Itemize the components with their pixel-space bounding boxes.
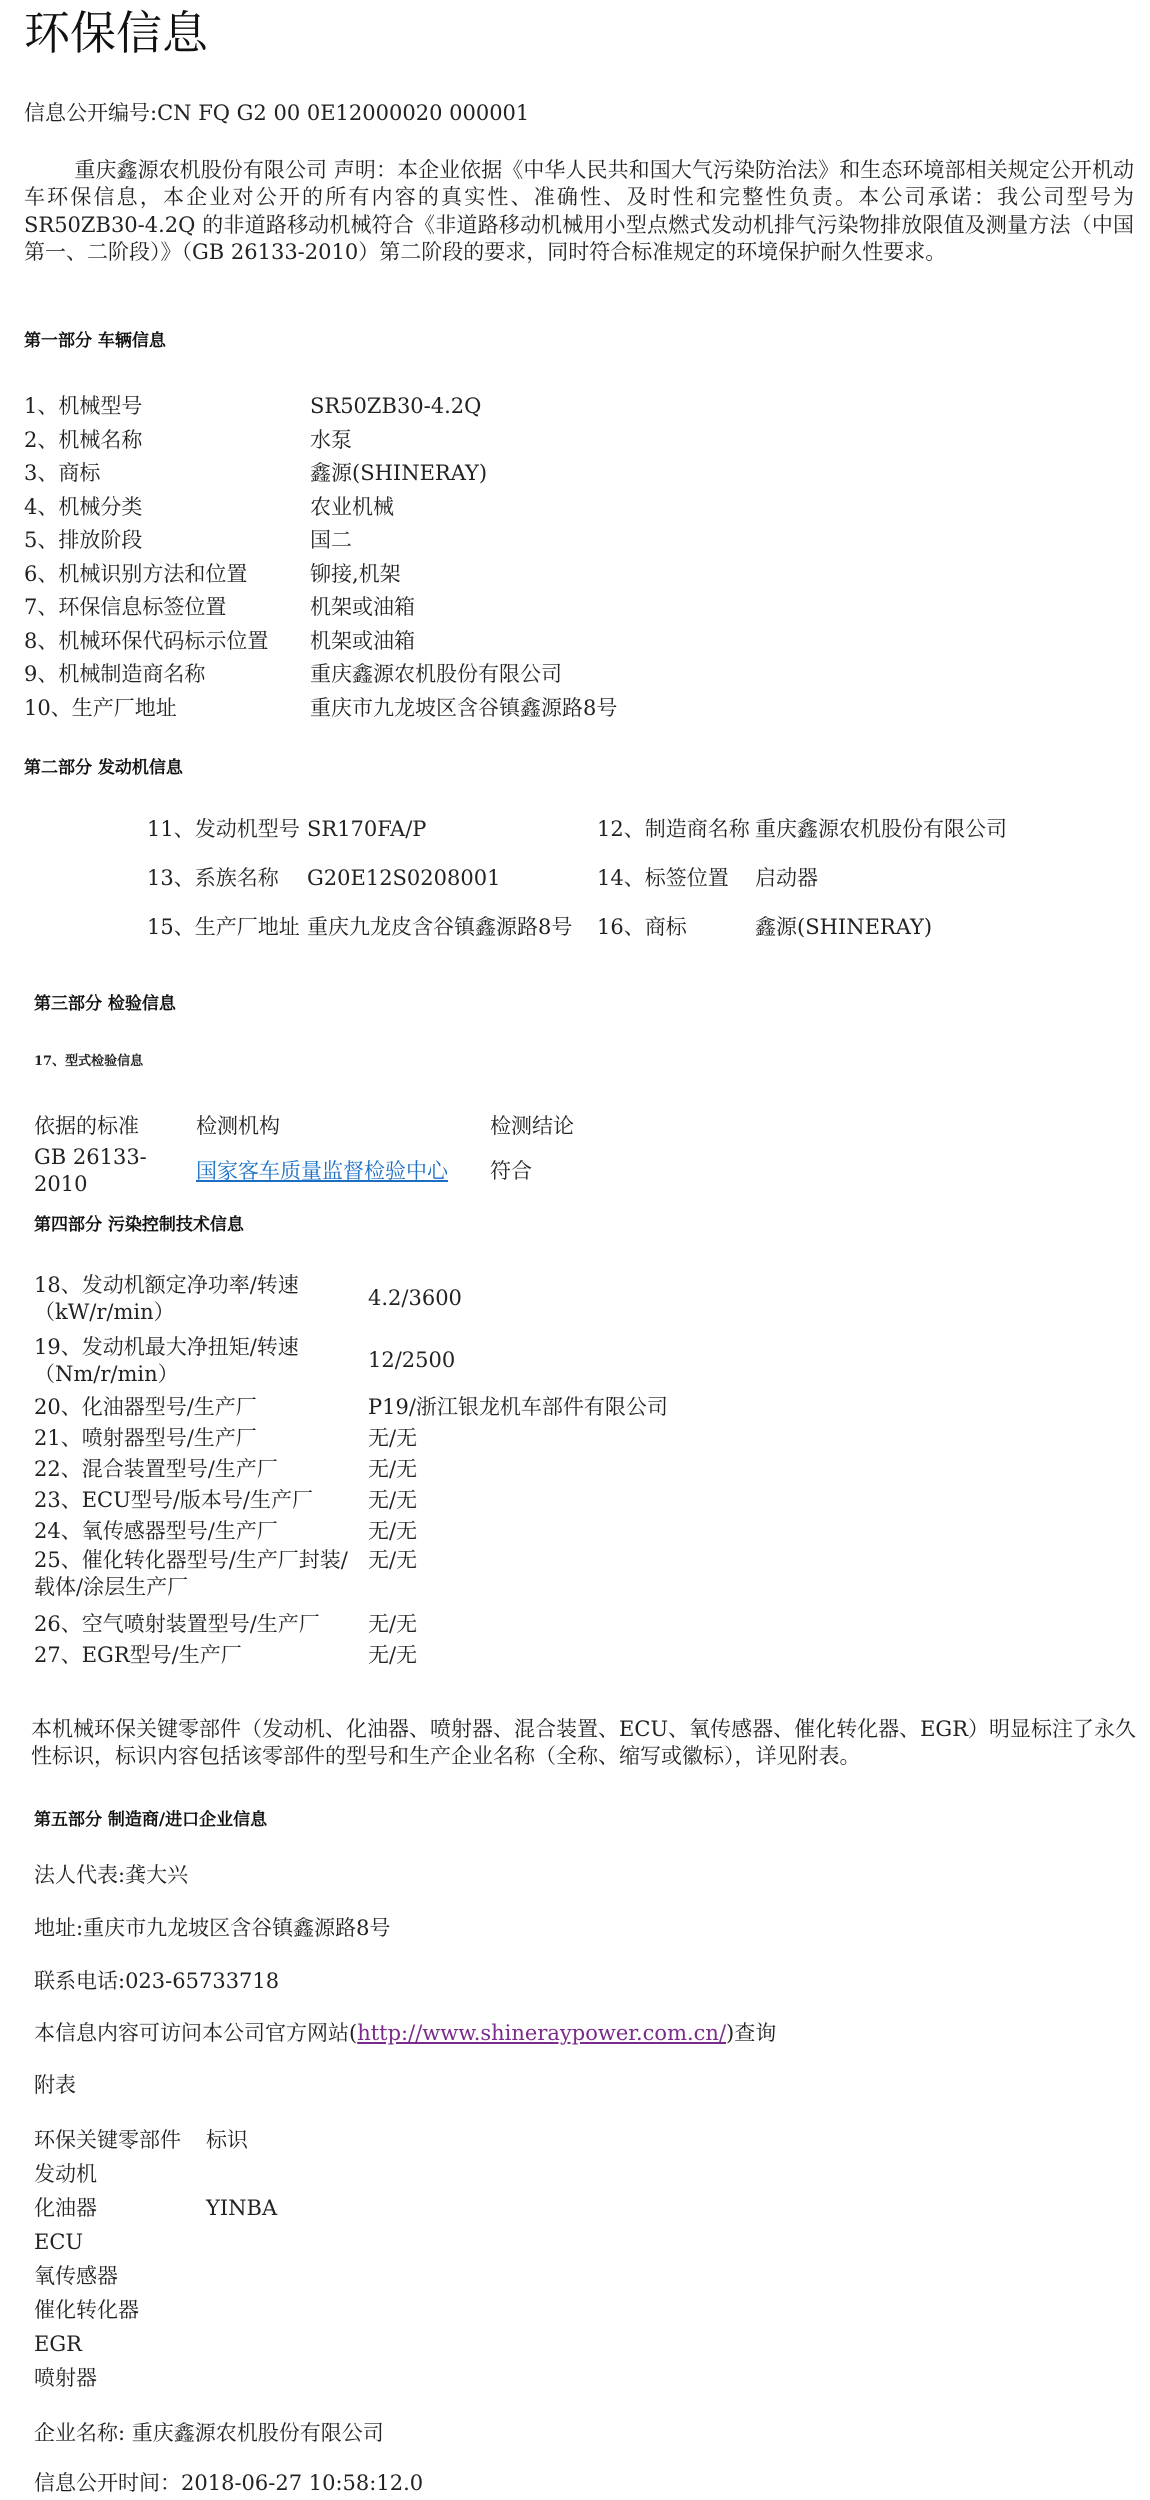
column-header: 检测机构 xyxy=(196,1114,280,1139)
part-name: 氧传感器 xyxy=(34,2264,118,2289)
table-row xyxy=(24,491,617,525)
test-conclusion: 符合 xyxy=(490,1158,532,1183)
table-row xyxy=(34,1547,668,1609)
tech-label: 18、发动机额定净功率/转速（kW/r/min） xyxy=(34,1272,299,1324)
engine-label: 16、商标 xyxy=(597,914,687,939)
vehicle-label: 4、机械分类 xyxy=(24,494,143,519)
vehicle-label: 1、机械型号 xyxy=(24,394,143,419)
section2-heading: 第二部分 发动机信息 xyxy=(24,758,183,778)
test-info-table xyxy=(34,1110,574,1199)
column-header: 依据的标准 xyxy=(34,1114,139,1139)
part-mark xyxy=(206,2328,277,2362)
type-test-heading: 17、型式检验信息 xyxy=(34,1054,144,1069)
table-row xyxy=(24,591,617,625)
tech-value: 无/无 xyxy=(368,1487,418,1512)
vehicle-value: 机架或油箱 xyxy=(310,628,415,653)
tech-label: 19、发动机最大净扭矩/转速（Nm/r/min） xyxy=(34,1334,299,1386)
section4-heading: 第四部分 污染控制技术信息 xyxy=(34,1215,244,1235)
table-row xyxy=(34,1454,668,1485)
table-row xyxy=(24,524,617,558)
engine-label: 14、标签位置 xyxy=(597,865,729,890)
legal-representative: 法人代表:龚大兴 xyxy=(34,1863,189,1887)
table-row xyxy=(24,625,617,659)
tech-value: 无/无 xyxy=(368,1425,418,1450)
tech-value: 无/无 xyxy=(368,1611,418,1636)
part-name: EGR xyxy=(34,2332,82,2357)
vehicle-value: 铆接,机架 xyxy=(310,561,401,586)
part-mark xyxy=(206,2362,277,2396)
contact-phone: 联系电话:023-65733718 xyxy=(34,1969,280,1993)
tech-value: 无/无 xyxy=(368,1518,418,1543)
vehicle-label: 7、环保信息标签位置 xyxy=(24,595,227,620)
tech-value: 4.2/3600 xyxy=(368,1286,462,1311)
table-row xyxy=(24,390,617,424)
vehicle-value: SR50ZB30-4.2Q xyxy=(310,394,482,419)
engine-label: 13、系族名称 xyxy=(147,865,279,890)
pollution-control-table xyxy=(34,1268,668,1671)
section1-heading: 第一部分 车辆信息 xyxy=(24,331,166,351)
tech-label: 27、EGR型号/生产厂 xyxy=(34,1642,242,1667)
vehicle-value: 鑫源(SHINERAY) xyxy=(310,461,488,486)
table-row xyxy=(34,1423,668,1454)
table-row xyxy=(34,1144,574,1199)
vehicle-value: 机架或油箱 xyxy=(310,595,415,620)
declaration-text: 重庆鑫源农机股份有限公司 声明：本企业依据《中华人民共和国大气污染防治法》和生态环境部相关规定公开机动车环保信息，本企业对公开的所有内容的真实性、准确性、及时性和完整性负责。本公司承诺：我公司型号为SR50ZB30-4.2Q 的非道路移动机械符合《非道路移动机械用小型点燃式发动机排气污染物排放限值及测量方法（中国第一、二阶段）》（GB 26133-2010）第二阶段的要求，同时符合标准规定的环境保护耐久性要求。 xyxy=(24,158,1134,264)
table-row xyxy=(34,1392,668,1423)
tech-value: 无/无 xyxy=(368,1548,418,1572)
table-row xyxy=(34,1609,668,1640)
engine-value: G20E12S0208001 xyxy=(307,865,501,890)
table-row xyxy=(34,2158,277,2192)
publish-time: 信息公开时间：2018-06-27 10:58:12.0 xyxy=(34,2471,424,2495)
vehicle-value: 农业机械 xyxy=(310,494,394,519)
table-header-row xyxy=(34,2124,277,2158)
appendix-title: 附表 xyxy=(34,2073,76,2097)
engine-label: 12、制造商名称 xyxy=(597,816,750,841)
vehicle-label: 5、排放阶段 xyxy=(24,528,143,553)
tech-value: P19/浙江银龙机车部件有限公司 xyxy=(368,1394,668,1419)
appendix-table xyxy=(34,2124,277,2396)
engine-value: 鑫源(SHINERAY) xyxy=(755,914,933,939)
part-name: 化油器 xyxy=(34,2196,97,2221)
website-line xyxy=(34,2020,776,2047)
vehicle-info-table xyxy=(24,390,617,725)
page-title: 环保信息 xyxy=(24,6,208,60)
table-row xyxy=(147,903,1045,952)
tech-value: 12/2500 xyxy=(368,1348,456,1373)
permanent-marking-note: 本机械环保关键零部件（发动机、化油器、喷射器、混合装置、ECU、氧传感器、催化转化器、EGR）明显标注了永久性标识，标识内容包括该零部件的型号和生产企业名称（全称、缩写或徽标），详见附表。 xyxy=(31,1717,1137,1769)
table-row xyxy=(24,658,617,692)
test-agency-link[interactable]: 国家客车质量监督检验中心 xyxy=(196,1158,448,1183)
table-row xyxy=(34,1268,668,1330)
table-row xyxy=(34,1485,668,1516)
engine-value: 启动器 xyxy=(755,865,818,890)
tech-label: 26、空气喷射装置型号/生产厂 xyxy=(34,1611,320,1636)
tech-label: 24、氧传感器型号/生产厂 xyxy=(34,1518,278,1543)
website-prefix: 本信息内容可访问本公司官方网站( xyxy=(34,2021,358,2045)
part-mark xyxy=(206,2226,277,2260)
table-header-row xyxy=(34,1110,574,1144)
table-row xyxy=(24,692,617,726)
tech-label: 22、混合装置型号/生产厂 xyxy=(34,1456,278,1481)
column-header: 检测结论 xyxy=(490,1114,574,1139)
tech-label: 25、催化转化器型号/生产厂封装/载体/涂层生产厂 xyxy=(34,1548,348,1600)
test-standard: GB 26133-2010 xyxy=(34,1145,147,1197)
vehicle-value: 重庆市九龙坡区含谷镇鑫源路8号 xyxy=(310,695,618,720)
table-row xyxy=(34,2226,277,2260)
engine-value: 重庆鑫源农机股份有限公司 xyxy=(755,816,1007,841)
table-row xyxy=(24,424,617,458)
tech-label: 23、ECU型号/版本号/生产厂 xyxy=(34,1487,313,1512)
section3-heading: 第三部分 检验信息 xyxy=(34,994,176,1014)
vehicle-label: 8、机械环保代码标示位置 xyxy=(24,628,269,653)
engine-label: 11、发动机型号 xyxy=(147,816,300,841)
part-mark: YINBA xyxy=(206,2196,278,2221)
table-row xyxy=(34,1640,668,1671)
tech-value: 无/无 xyxy=(368,1642,418,1667)
part-name: 催化转化器 xyxy=(34,2298,139,2323)
section5-heading: 第五部分 制造商/进口企业信息 xyxy=(34,1810,268,1830)
table-row xyxy=(34,2362,277,2396)
table-row xyxy=(34,2328,277,2362)
table-row xyxy=(147,805,1045,854)
tech-label: 21、喷射器型号/生产厂 xyxy=(34,1425,257,1450)
tech-value: 无/无 xyxy=(368,1456,418,1481)
company-name: 企业名称: 重庆鑫源农机股份有限公司 xyxy=(34,2421,384,2445)
part-name: 喷射器 xyxy=(34,2366,97,2391)
vehicle-value: 国二 xyxy=(310,528,352,553)
table-row xyxy=(34,1330,668,1392)
vehicle-label: 3、商标 xyxy=(24,461,101,486)
part-name: ECU xyxy=(34,2230,84,2255)
vehicle-label: 10、生产厂地址 xyxy=(24,695,177,720)
part-name: 发动机 xyxy=(34,2162,97,2187)
engine-info-table xyxy=(147,805,1045,952)
table-row xyxy=(34,1516,668,1547)
vehicle-label: 6、机械识别方法和位置 xyxy=(24,561,248,586)
vehicle-value: 重庆鑫源农机股份有限公司 xyxy=(310,662,562,687)
table-row xyxy=(34,2192,277,2226)
table-row xyxy=(34,2260,277,2294)
table-row xyxy=(34,2294,277,2328)
website-link[interactable]: http://www.shineraypower.com.cn/ xyxy=(357,2021,727,2045)
part-mark xyxy=(206,2260,277,2294)
engine-value: 重庆九龙皮含谷镇鑫源路8号 xyxy=(307,914,573,939)
column-header: 标识 xyxy=(206,2128,248,2153)
table-row xyxy=(147,854,1045,903)
vehicle-label: 9、机械制造商名称 xyxy=(24,662,206,687)
table-row xyxy=(24,457,617,491)
vehicle-label: 2、机械名称 xyxy=(24,427,143,452)
website-suffix: )查询 xyxy=(726,2021,777,2045)
disclosure-number: 信息公开编号:CN FQ G2 00 0E12000020 000001 xyxy=(24,101,530,125)
engine-value: SR170FA/P xyxy=(307,816,427,841)
table-row xyxy=(24,558,617,592)
column-header: 环保关键零部件 xyxy=(34,2128,181,2153)
part-mark xyxy=(206,2158,277,2192)
tech-label: 20、化油器型号/生产厂 xyxy=(34,1394,257,1419)
company-address: 地址:重庆市九龙坡区含谷镇鑫源路8号 xyxy=(34,1916,391,1940)
engine-label: 15、生产厂地址 xyxy=(147,914,300,939)
part-mark xyxy=(206,2294,277,2328)
vehicle-value: 水泵 xyxy=(310,427,352,452)
